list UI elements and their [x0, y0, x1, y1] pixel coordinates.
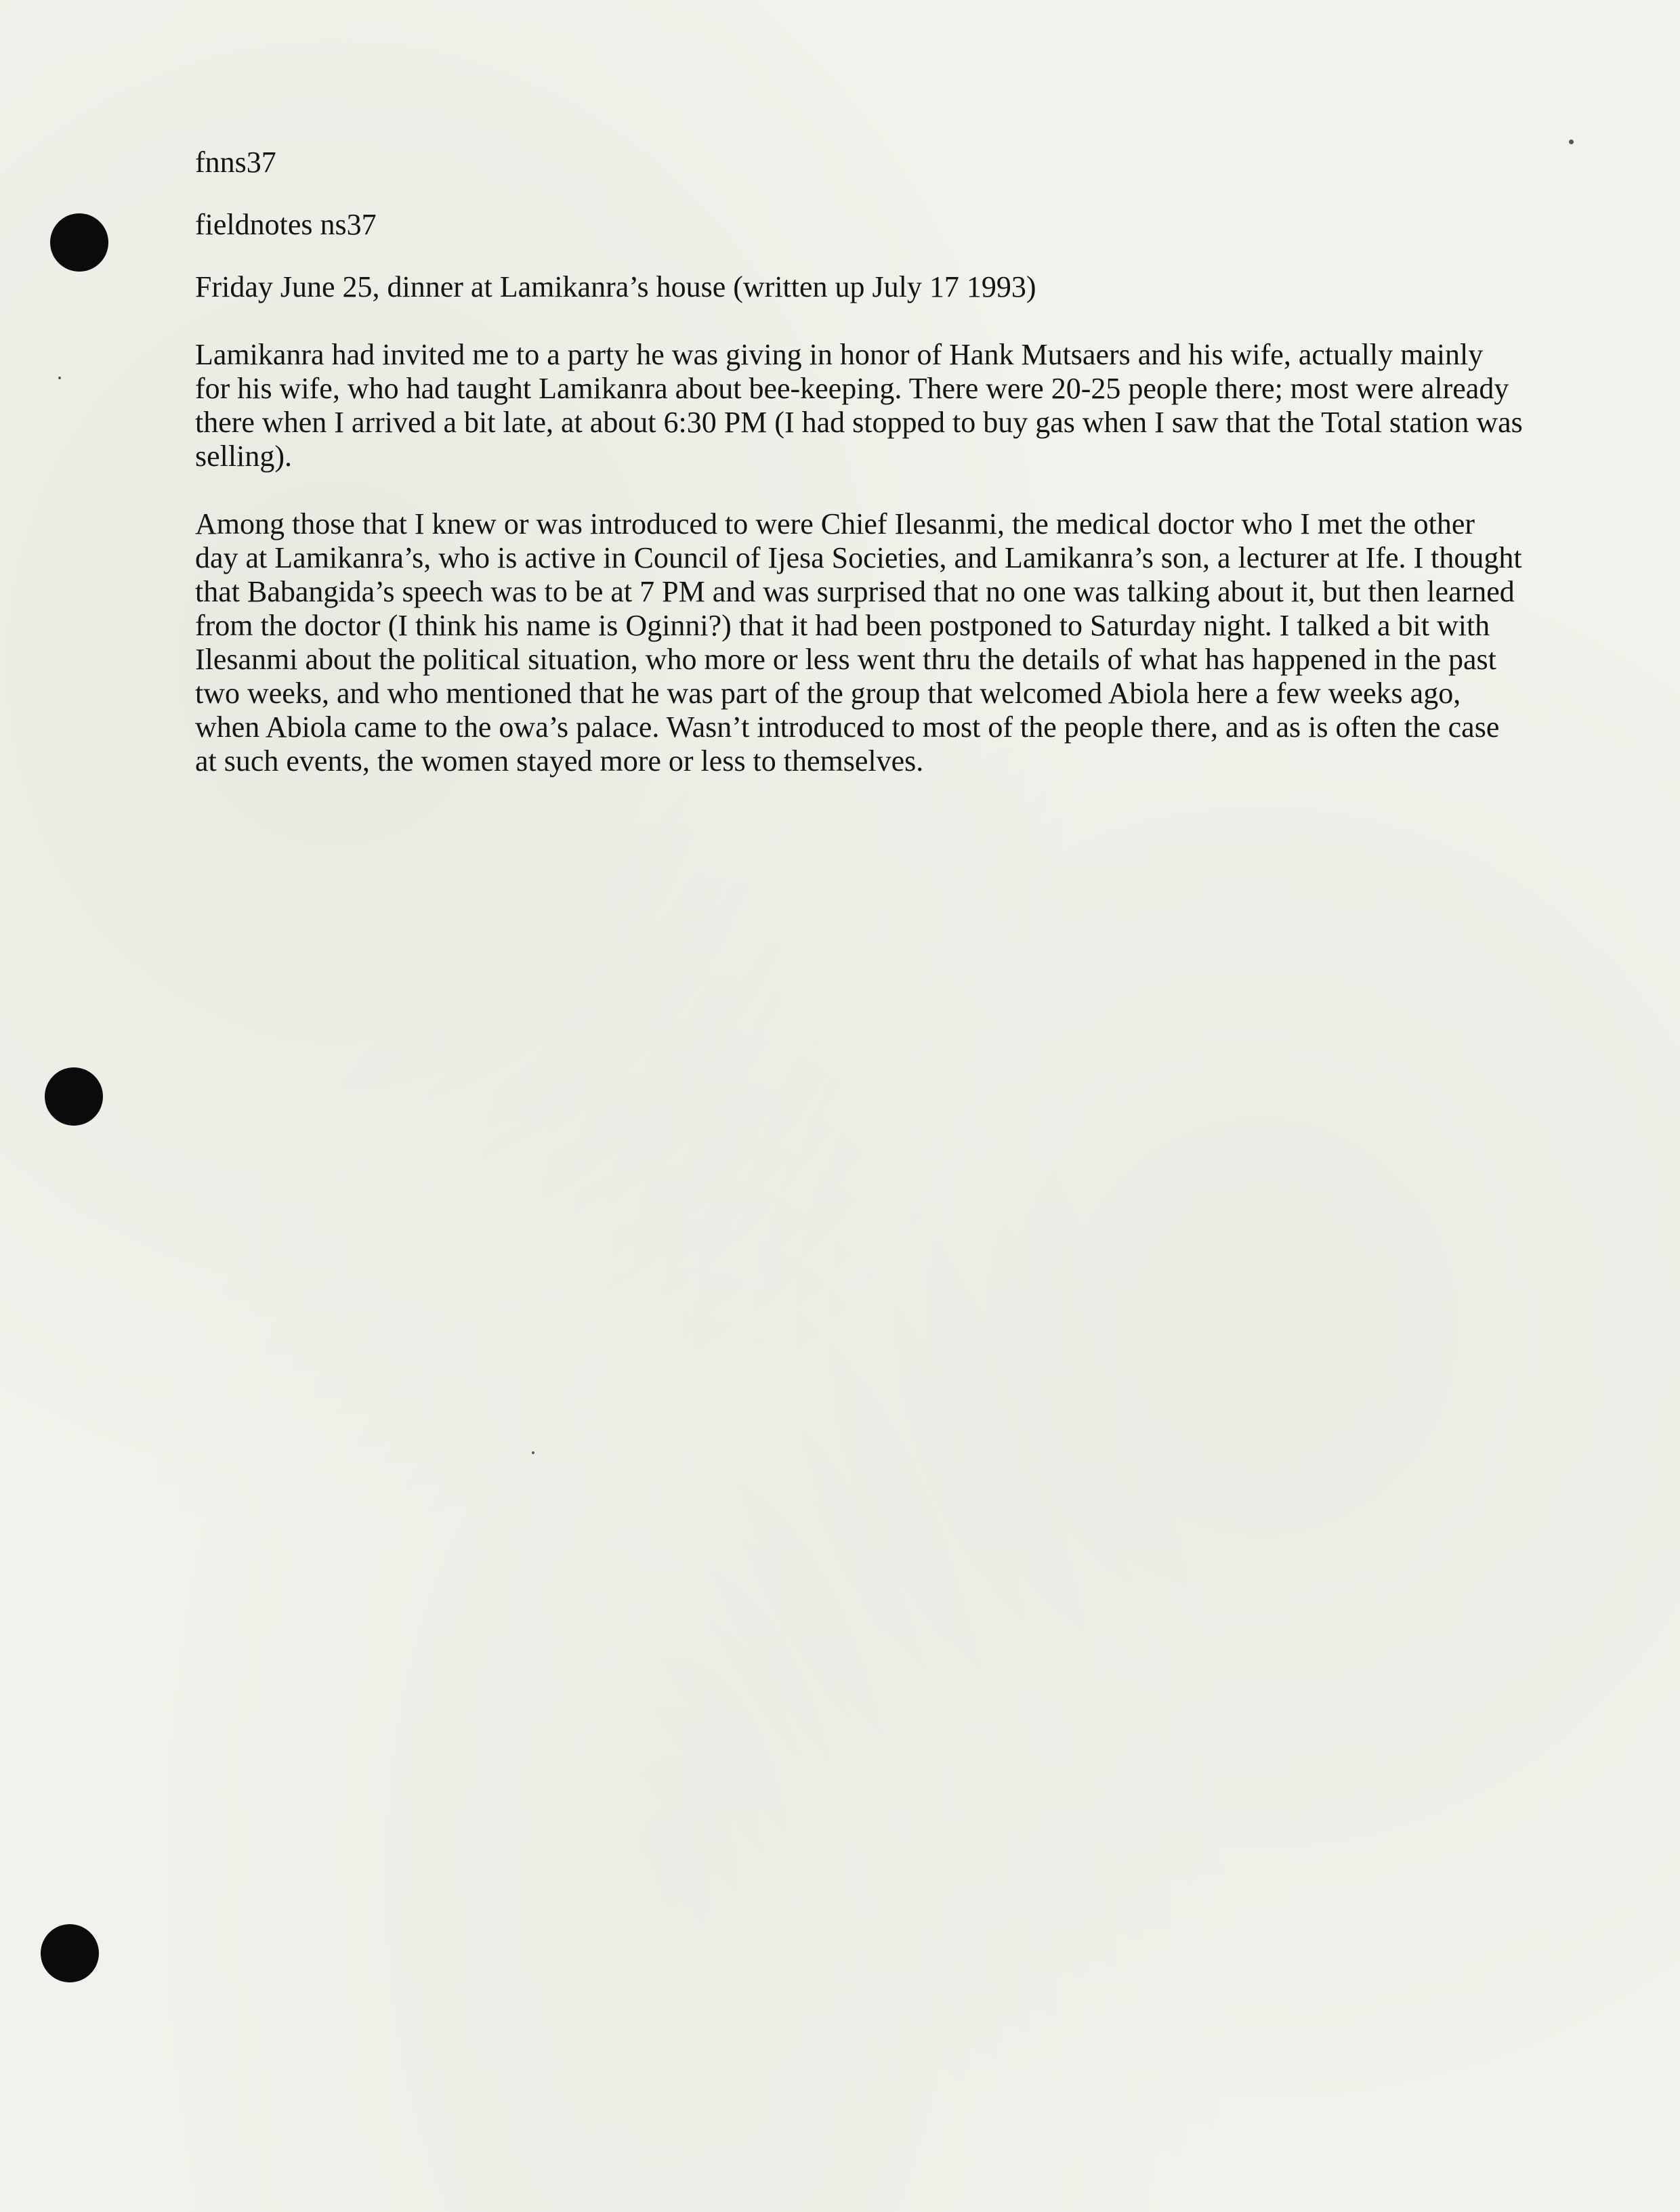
punch-hole-top [50, 213, 108, 272]
document-id: fnns37 [195, 146, 276, 179]
paper-speck [532, 1451, 534, 1454]
document-title: fieldnotes ns37 [195, 208, 377, 241]
entry-heading: Friday June 25, dinner at Lamikanra’s house (written up July 17 1993) [195, 270, 1036, 303]
paragraph-party-invitation: Lamikanra had invited me to a party he was giving in honor of Hank Mutsaers and his wife, actually mainly for his wife, who had taught Lamikanra about bee-keeping. There were 20-25 people there; most were already there when I arrived a bit late, at about 6:30 PM (I had stopped to buy gas when I saw that the Total station was selling). [195, 338, 1523, 473]
paper-speck [58, 377, 61, 379]
punch-hole-bottom [41, 1924, 99, 1982]
paragraph-guests-and-politics: Among those that I knew or was introduced to were Chief Ilesanmi, the medical doctor who I met the other day at Lamikanra’s, who is active in Council of Ijesa Societies, and Lamikanra’s son, a lecturer at Ife. I thought that Babangida’s speech was to be at 7 PM and was surprised that no one was talking about it, but then learned from the doctor (I think his name is Oginni?) that it had been postponed to Saturday night. I talked a bit with Ilesanmi about the political situation, who more or less went thru the details of what has happened in the past two weeks, and who mentioned that he was part of the group that welcomed Abiola here a few weeks ago, when Abiola came to the owa’s palace. Wasn’t introduced to most of the people there, and as is often the case at such events, the women stayed more or less to themselves. [195, 507, 1522, 778]
document-body [195, 146, 1523, 812]
punch-hole-middle [45, 1067, 103, 1126]
paper-speck [1569, 140, 1574, 144]
